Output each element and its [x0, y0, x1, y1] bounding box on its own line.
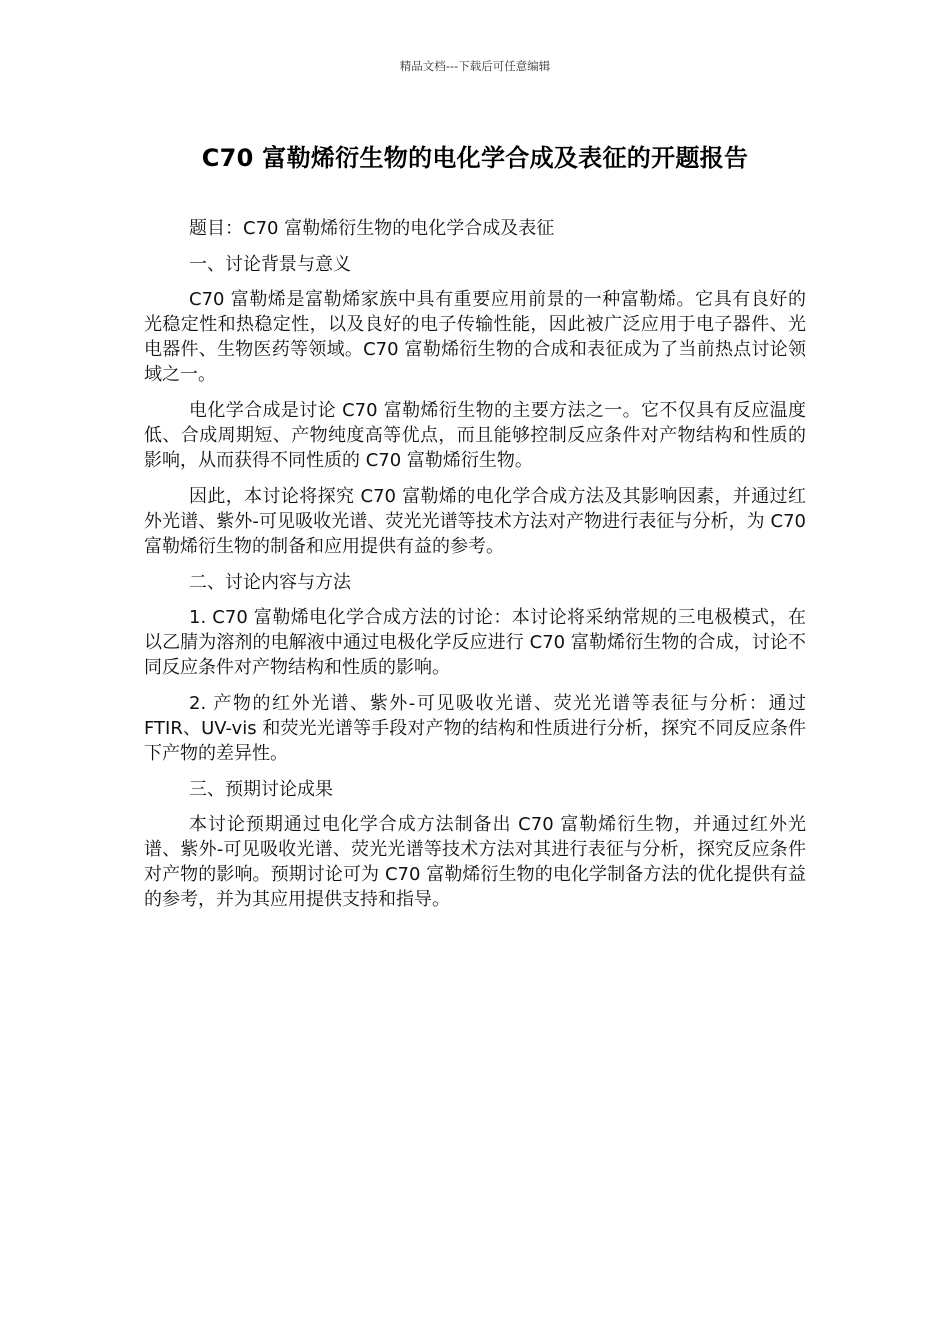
body-paragraph: 本讨论预期通过电化学合成方法制备出 C70 富勒烯衍生物，并通过红外光谱、紫外-可见吸收光谱、荧光光谱等技术方法对其进行表征与分析，探究反应条件对产物的影响。预期讨论可为 C70 富勒烯衍生物的电化学制备方法的优化提供有益的参考，并为其应用提供支持和指导。	[144, 814, 806, 910]
section-heading-background: 一、讨论背景与意义	[189, 254, 351, 275]
body-paragraph: 电化学合成是讨论 C70 富勒烯衍生物的主要方法之一。它不仅具有反应温度低、合成周期短、产物纯度高等优点，而且能够控制反应条件对产物结构和性质的影响，从而获得不同性质的 C70 富勒烯衍生物。	[144, 400, 806, 471]
section-heading-content-methods: 二、讨论内容与方法	[189, 572, 351, 593]
list-item-paragraph: 2. 产物的红外光谱、紫外-可见吸收光谱、荧光光谱等表征与分析：通过 FTIR、UV-vis 和荧光光谱等手段对产物的结构和性质进行分析，探究不同反应条件下产物的差异性。	[144, 693, 806, 764]
body-paragraph: C70 富勒烯是富勒烯家族中具有重要应用前景的一种富勒烯。它具有良好的光稳定性和热稳定性，以及良好的电子传输性能，因此被广泛应用于电子器件、光电器件、生物医药等领域。C70 富勒烯衍生物的合成和表征成为了当前热点讨论领域之一。	[144, 289, 806, 385]
header-note: 精品文档---下载后可任意编辑	[399, 59, 551, 73]
section-heading-expected-results: 三、预期讨论成果	[189, 779, 333, 800]
list-item-paragraph: 1. C70 富勒烯电化学合成方法的讨论：本讨论将采纳常规的三电极模式，在以乙腈为溶剂的电解液中通过电极化学反应进行 C70 富勒烯衍生物的合成，讨论不同反应条件对产物结构和性质的影响。	[144, 607, 806, 678]
document-body	[144, 216, 806, 923]
subject-line: 题目：C70 富勒烯衍生物的电化学合成及表征	[189, 218, 555, 239]
document-title: C70 富勒烯衍生物的电化学合成及表征的开题报告	[201, 144, 749, 172]
body-paragraph: 因此，本讨论将探究 C70 富勒烯的电化学合成方法及其影响因素，并通过红外光谱、紫外-可见吸收光谱、荧光光谱等技术方法对产物进行表征与分析，为 C70 富勒烯衍生物的制备和应用提供有益的参考。	[144, 486, 806, 557]
